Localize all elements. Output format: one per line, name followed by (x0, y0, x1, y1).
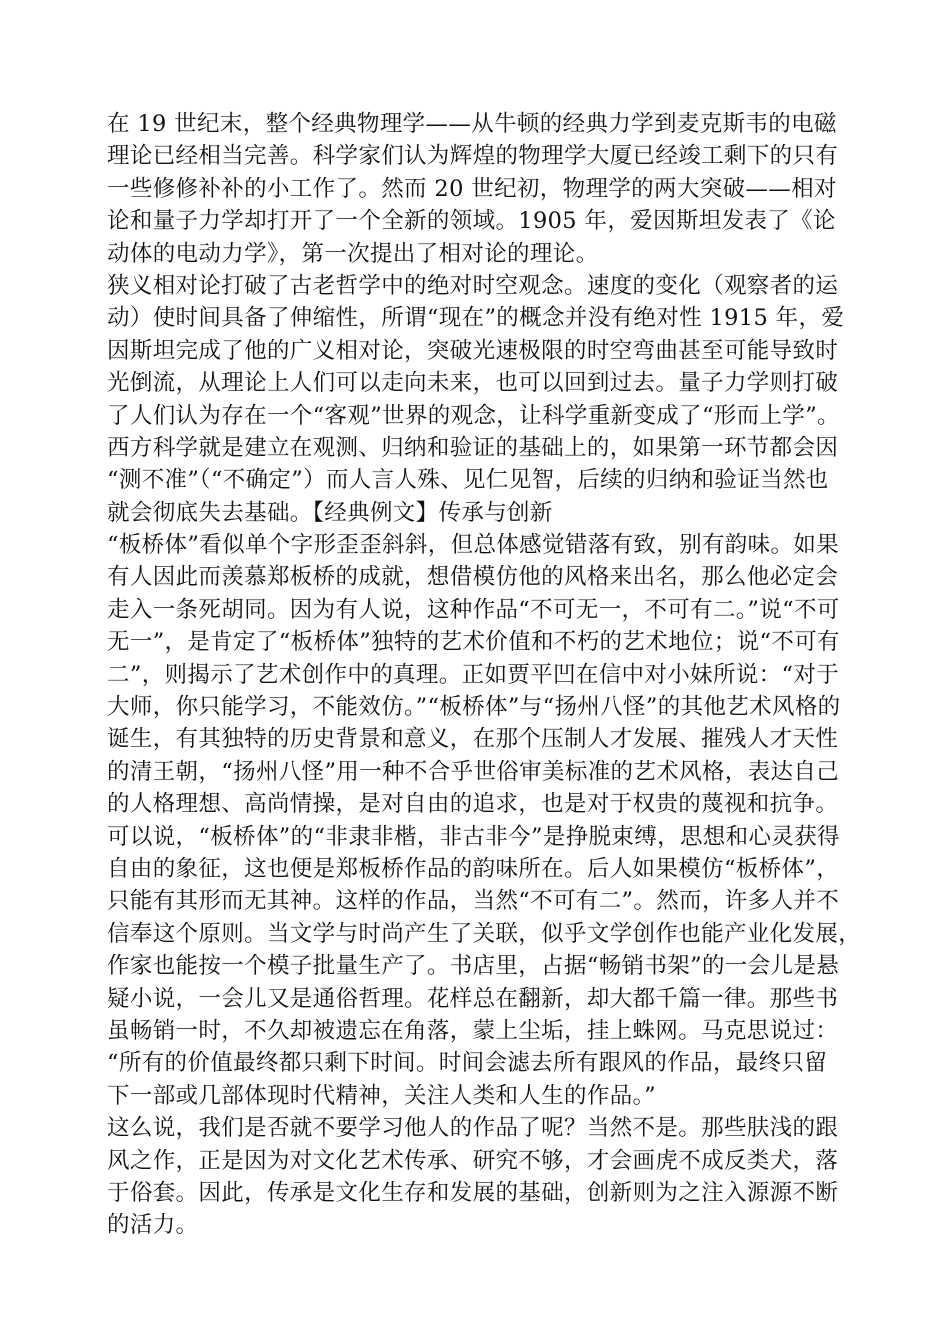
text-line: 光倒流，从理论上人们可以走向未来，也可以回到过去。量子力学则打破 (107, 370, 839, 397)
text-line: 了人们认为存在一个“客观”世界的观念，让科学重新变成了“形而上学”。 (107, 402, 840, 429)
text-line: 的人格理想、高尚情操，是对自由的追求，也是对于权贵的蔑视和抗争。 (107, 791, 839, 818)
text-line: 动）使时间具备了伸缩性，所谓“现在”的概念并没有绝对性 1915 年，爱 (107, 305, 845, 332)
text-line: 的活力。 (107, 1212, 199, 1239)
text-line: 可以说，“板桥体”的“非隶非楷，非古非今”是挣脱束缚，思想和心灵获得 (107, 823, 840, 850)
text-line: 大师，你只能学习，不能效仿。”“板桥体”与“扬州八怪”的其他艺术风格的 (107, 694, 841, 721)
text-line: 一些修修补补的小工作了。然而 20 世纪初，物理学的两大突破——相对 (107, 175, 837, 202)
text-line: 西方科学就是建立在观测、归纳和验证的基础上的，如果第一环节都会因 (107, 434, 839, 461)
document-body (107, 108, 862, 1242)
text-line: “测不准”（“不确定”）而人言人殊、见仁见智，后续的归纳和验证当然也 (107, 467, 829, 494)
text-line: 的清王朝，“扬州八怪”用一种不合乎世俗审美标准的艺术风格，表达自己 (107, 758, 840, 785)
text-line: “所有的价值最终都只剩下时间。时间会滤去所有跟风的作品，最终只留 (107, 1050, 828, 1077)
text-line: 下一部或几部体现时代精神，关注人类和人生的作品。” (107, 1082, 657, 1109)
text-line: 在 19 世纪末，整个经典物理学——从牛顿的经典力学到麦克斯韦的电磁 (107, 111, 837, 137)
text-line: 只能有其形而无其神。这样的作品，当然“不可有二”。然而，许多人并不 (107, 888, 840, 915)
text-line: 于俗套。因此，传承是文化生存和发展的基础，创新则为之注入源源不断 (107, 1179, 839, 1206)
text-line: 信奉这个原则。当文学与时尚产生了关联，似乎文学创作也能产业化发展， (107, 920, 862, 947)
text-line: 因斯坦完成了他的广义相对论，突破光速极限的时空弯曲甚至可能导致时 (107, 337, 839, 364)
text-line: 作家也能按一个模子批量生产了。书店里，占据“畅销书架”的一会儿是悬 (107, 953, 840, 980)
text-line: 理论已经相当完善。科学家们认为辉煌的物理学大厦已经竣工剩下的只有 (107, 143, 839, 170)
text-line: 自由的象征，这也便是郑板桥作品的韵味所在。后人如果模仿“板桥体”， (107, 855, 840, 882)
text-line: 就会彻底失去基础。【经典例文】传承与创新 (107, 499, 553, 526)
text-line: 动体的电动力学》，第一次提出了相对论的理论。 (107, 240, 599, 267)
text-line: 虽畅销一时，不久却被遗忘在角落，蒙上尘垢，挂上蛛网。马克思说过： (107, 1017, 839, 1044)
text-line: 诞生，有其独特的历史背景和意义，在那个压制人才发展、摧残人才天性 (107, 726, 839, 753)
text-line: 走入一条死胡同。因为有人说，这种作品“不可无一，不可有二。”说“不可 (107, 596, 840, 623)
text-line: 疑小说，一会儿又是通俗哲理。花样总在翻新，却大都千篇一律。那些书 (107, 985, 839, 1012)
text-line: 有人因此而羡慕郑板桥的成就，想借模仿他的风格来出名，那么他必定会 (107, 564, 839, 591)
text-line: 论和量子力学却打开了一个全新的领域。1905 年，爱因斯坦发表了《论 (107, 208, 836, 235)
text-line: 无一”，是肯定了“板桥体”独特的艺术价值和不朽的艺术地位；说“不可有 (107, 629, 840, 656)
text-line: 二”，则揭示了艺术创作中的真理。正如贾平凹在信中对小妹所说：“对于 (107, 661, 840, 688)
text-line: “板桥体”看似单个字形歪歪斜斜，但总体感觉错落有致，别有韵味。如果 (107, 532, 840, 559)
text-line: 狭义相对论打破了古老哲学中的绝对时空观念。速度的变化（观察者的运 (107, 272, 839, 299)
text-line: 风之作，正是因为对文化艺术传承、研究不够，才会画虎不成反类犬，落 (107, 1147, 839, 1174)
text-line: 这么说，我们是否就不要学习他人的作品了呢？当然不是。那些肤浅的跟 (107, 1115, 839, 1142)
